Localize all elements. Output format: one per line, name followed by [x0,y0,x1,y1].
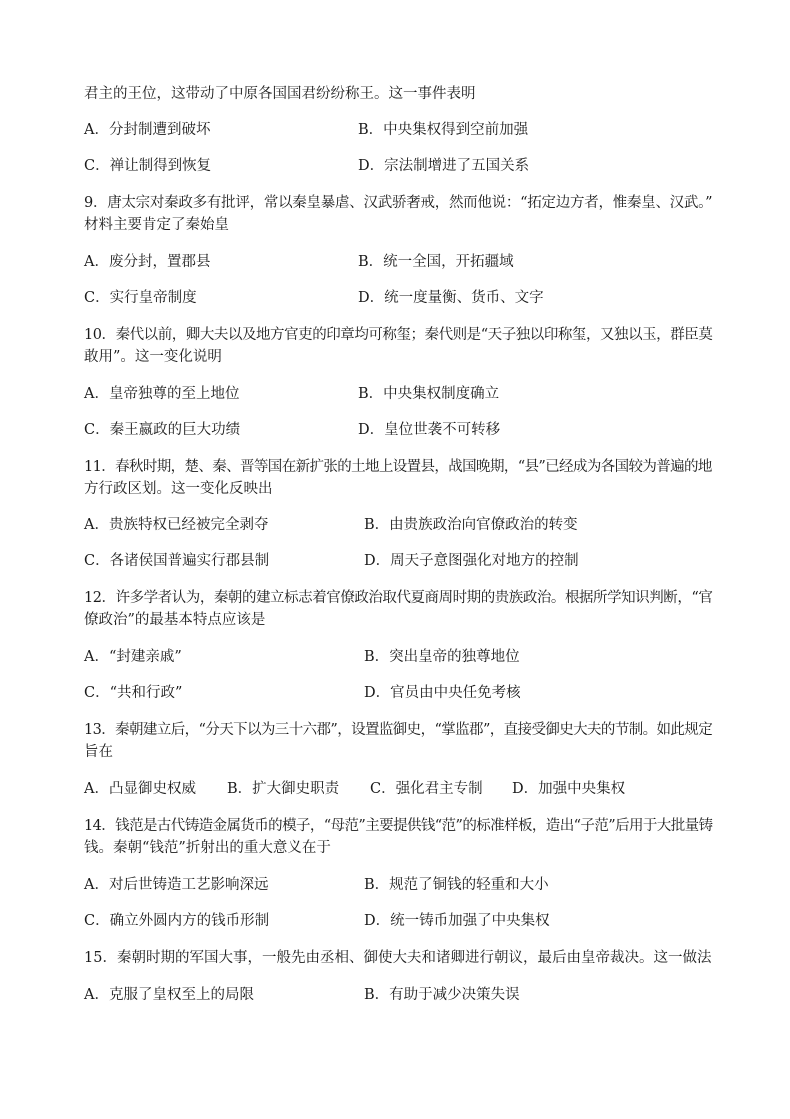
q13-option-d: D．加强中央集权 [512,781,626,797]
q14-option-c: C．确立外圆内方的钱币形制 [84,913,270,929]
q11-option-c: C．各诸侯国普遍实行郡县制 [84,553,270,569]
q8-option-b: B．中央集权得到空前加强 [358,122,529,138]
q12-option-c: C．“共和行政” [84,685,183,701]
question-12-stem-line2: 僚政治”的最基本特点应该是 [84,612,266,628]
question-12-stem-line1: 12．许多学者认为，秦朝的建立标志着官僚政治取代夏商周时期的贵族政治。根据所学知识判断，“官 [84,590,713,606]
q13-option-a: A．凸显御史权威 [84,781,196,797]
q12-option-a: A．“封建亲戚” [84,649,182,665]
question-8-stem-tail: 君主的王位，这带动了中原各国国君纷纷称王。这一事件表明 [84,86,476,102]
q10-option-d: D．皇位世袭不可转移 [358,422,501,438]
q14-option-d: D．统一铸币加强了中央集权 [364,913,550,929]
q11-option-b: B．由贵族政治向官僚政治的转变 [364,517,578,533]
question-14-stem-line1: 14．钱范是古代铸造金属货币的模子，“母范”主要提供钱“范”的标准样板，造出“子范”后用于大批量铸 [84,818,713,834]
question-11-stem-line1: 11．春秋时期，楚、秦、晋等国在新扩张的土地上设置县，战国晚期，“县”已经成为各国较为普遍的地 [84,459,712,475]
q9-option-a: A．废分封，置郡县 [84,254,211,270]
q15-option-b: B．有助于减少决策失误 [364,987,520,1003]
question-9-stem-line2: 材料主要肯定了秦始皇 [84,217,229,233]
question-10-stem-line1: 10．秦代以前，卿大夫以及地方官吏的印章均可称玺；秦代则是“天子独以印称玺，又独以玉，群臣莫 [84,327,713,343]
question-10-stem-line2: 敢用”。这一变化说明 [84,349,222,365]
question-14-stem-line2: 钱。秦朝“钱范”折射出的重大意义在于 [84,840,331,856]
question-13-stem-line2: 旨在 [84,744,113,760]
q13-option-b: B．扩大御史职责 [227,781,340,797]
q8-option-a: A．分封制遭到破坏 [84,122,211,138]
question-13-stem-line1: 13．秦朝建立后，“分天下以为三十六郡”，设置监御史，“掌监郡”，直接受御史大夫的节制。如此规定 [84,722,713,738]
q10-option-a: A．皇帝独尊的至上地位 [84,386,240,402]
q9-option-b: B．统一全国，开拓疆域 [358,254,514,270]
q12-option-b: B．突出皇帝的独尊地位 [364,649,520,665]
q9-option-c: C．实行皇帝制度 [84,290,197,306]
q14-option-b: B．规范了铜钱的轻重和大小 [364,877,549,893]
q14-option-a: A．对后世铸造工艺影响深远 [84,877,269,893]
q13-option-c: C．强化君主专制 [370,781,483,797]
q8-option-d: D．宗法制增进了五国关系 [358,158,530,174]
question-15-stem-line1: 15．秦朝时期的军国大事，一般先由丞相、御使大夫和诸卿进行朝议，最后由皇帝裁决。这一做法 [84,950,712,966]
q8-option-c: C．禅让制得到恢复 [84,158,212,174]
q10-option-b: B．中央集权制度确立 [358,386,500,402]
question-11-stem-line2: 方行政区划。这一变化反映出 [84,481,273,497]
q11-option-a: A．贵族特权已经被完全剥夺 [84,517,269,533]
q9-option-d: D．统一度量衡、货币、文字 [358,290,544,306]
q10-option-c: C．秦王嬴政的巨大功绩 [84,422,241,438]
q12-option-d: D．官员由中央任免考核 [364,685,521,701]
question-9-stem-line1: 9．唐太宗对秦政多有批评，常以秦皇暴虐、汉武骄奢戒，然而他说：“拓定边方者，惟秦皇、汉武。” [84,195,713,211]
q11-option-d: D．周天子意图强化对地方的控制 [364,553,579,569]
q15-option-a: A．克服了皇权至上的局限 [84,987,254,1003]
